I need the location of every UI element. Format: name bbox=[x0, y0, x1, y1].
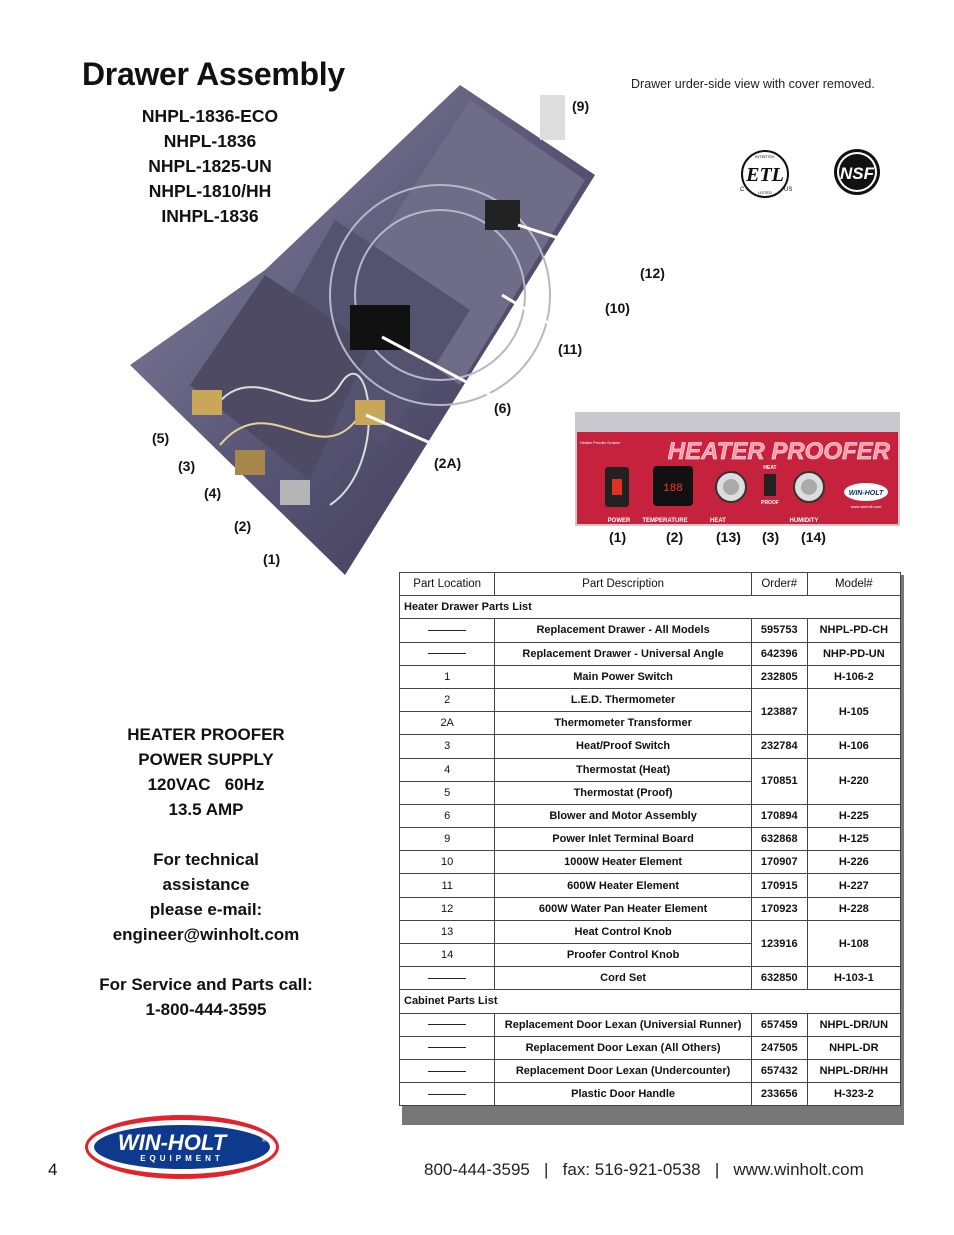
panel-callout-3: (3) bbox=[762, 529, 780, 545]
table-row: 4 Thermostat (Heat) 170851 H-220 bbox=[400, 758, 901, 781]
svg-text:LISTED: LISTED bbox=[757, 190, 773, 195]
footer-separator: | bbox=[544, 1160, 549, 1179]
page-number: 4 bbox=[48, 1160, 58, 1179]
callout-4: (4) bbox=[204, 485, 222, 501]
table-row: Cord Set 632850 H-103-1 bbox=[400, 967, 901, 990]
parts-table bbox=[399, 572, 901, 1106]
svg-text:®: ® bbox=[262, 1138, 267, 1144]
panel-callout-2: (2) bbox=[666, 529, 684, 545]
callout-1: (1) bbox=[263, 551, 281, 567]
callout-10: (10) bbox=[605, 300, 630, 316]
callout-3: (3) bbox=[178, 458, 196, 474]
control-panel-photo bbox=[575, 412, 900, 526]
svg-text:US: US bbox=[784, 187, 793, 193]
section-heater-drawer: Heater Drawer Parts List bbox=[400, 596, 901, 619]
table-row: 10 1000W Heater Element 170907 H-226 bbox=[400, 851, 901, 874]
table-row: 13 Heat Control Knob 123916 H-108 bbox=[400, 920, 901, 943]
table-row: 2 L.E.D. Thermometer 123887 H-105 bbox=[400, 688, 901, 711]
page-title: Drawer Assembly bbox=[82, 56, 345, 92]
model-list: NHPL-1836-ECO NHPL-1836 NHPL-1825-UN NHPL-1810/HH INHPL-1836 bbox=[141, 106, 279, 226]
footer-contact bbox=[424, 1160, 864, 1180]
callout-12: (12) bbox=[640, 265, 665, 281]
svg-text:HEAT: HEAT bbox=[710, 518, 726, 524]
table-row: Replacement Door Lexan (Undercounter) 657432 NHPL-DR/HH bbox=[400, 1059, 901, 1082]
footer-fax: fax: 516-921-0538 bbox=[562, 1160, 701, 1179]
panel-callout-14: (14) bbox=[801, 529, 826, 545]
callout-2a: (2A) bbox=[434, 455, 462, 471]
callout-6: (6) bbox=[494, 400, 512, 416]
photo-caption: Drawer urder-side view with cover removed. bbox=[631, 77, 875, 91]
header-order: Order# bbox=[751, 573, 807, 596]
footer-phone[interactable]: 800-444-3595 bbox=[424, 1160, 530, 1179]
callout-2: (2) bbox=[234, 518, 252, 534]
callout-5: (5) bbox=[152, 430, 170, 446]
svg-text:WIN-HOLT: WIN-HOLT bbox=[848, 490, 884, 497]
table-header-row bbox=[400, 573, 901, 596]
callout-9: (9) bbox=[572, 98, 590, 114]
footer-separator: | bbox=[714, 1160, 720, 1179]
support-email[interactable]: engineer@winholt.com bbox=[112, 925, 300, 944]
table-row: 5 Thermostat (Proof) bbox=[400, 781, 901, 804]
section-cabinet: Cabinet Parts List bbox=[400, 990, 901, 1013]
svg-text:POWER: POWER bbox=[607, 518, 631, 524]
svg-text:C: C bbox=[740, 187, 745, 193]
panel-callout-1: (1) bbox=[609, 529, 627, 545]
table-row: 6 Blower and Motor Assembly 170894 H-225 bbox=[400, 804, 901, 827]
table-row: Replacement Drawer - All Models 595753 NHPL-PD-CH bbox=[400, 619, 901, 642]
svg-text:www.winholt.com: www.winholt.com bbox=[850, 504, 882, 509]
svg-text:ETL: ETL bbox=[746, 164, 784, 186]
certification-logos bbox=[732, 148, 887, 203]
table-row: 1 Main Power Switch 232805 H-106-2 bbox=[400, 665, 901, 688]
header-location: Part Location bbox=[400, 573, 495, 596]
section-row bbox=[400, 596, 901, 619]
nsf-logo bbox=[834, 149, 880, 195]
etl-logo bbox=[740, 151, 792, 197]
table-row: Plastic Door Handle 233656 H-323-2 bbox=[400, 1083, 901, 1106]
svg-text:EQUIPMENT: EQUIPMENT bbox=[140, 1154, 224, 1163]
svg-text:TEMPERATURE: TEMPERATURE bbox=[642, 518, 688, 524]
svg-text:HUMIDITY: HUMIDITY bbox=[789, 518, 819, 524]
table-row: 2A Thermometer Transformer bbox=[400, 712, 901, 735]
winholt-logo bbox=[82, 1112, 282, 1182]
header-model: Model# bbox=[807, 573, 900, 596]
svg-text:HEATER PROOFER: HEATER PROOFER bbox=[667, 438, 890, 465]
table-row: 14 Proofer Control Knob bbox=[400, 944, 901, 967]
table-row: 3 Heat/Proof Switch 232784 H-106 bbox=[400, 735, 901, 758]
table-row: 9 Power Inlet Terminal Board 632868 H-125 bbox=[400, 828, 901, 851]
table-row: 11 600W Heater Element 170915 H-227 bbox=[400, 874, 901, 897]
table-row: Replacement Door Lexan (All Others) 247505 NHPL-DR bbox=[400, 1036, 901, 1059]
svg-text:INTERTEK: INTERTEK bbox=[755, 154, 775, 159]
power-info: HEATER PROOFER POWER SUPPLY 120VAC 60Hz 13.5 AMP For technical assistance please e-mail: engineer@winholt.com For Service and Parts call: 1-800-444-3595 bbox=[96, 722, 316, 1022]
header-description: Part Description bbox=[495, 573, 751, 596]
table-row: Replacement Drawer - Universal Angle 642396 NHP-PD-UN bbox=[400, 642, 901, 665]
svg-text:HEAT: HEAT bbox=[763, 465, 777, 471]
svg-text:NSF: NSF bbox=[840, 164, 874, 183]
svg-text:188: 188 bbox=[663, 483, 683, 495]
svg-text:PROOF: PROOF bbox=[761, 500, 779, 506]
table-row: Replacement Door Lexan (Universial Runner) 657459 NHPL-DR/UN bbox=[400, 1013, 901, 1036]
table-row: 12 600W Water Pan Heater Element 170923 H-228 bbox=[400, 897, 901, 920]
callout-11: (11) bbox=[558, 341, 583, 357]
svg-text:WIN-HOLT: WIN-HOLT bbox=[117, 1130, 227, 1155]
panel-callout-13: (13) bbox=[716, 529, 741, 545]
svg-text:Heater Proofer Drawer: Heater Proofer Drawer bbox=[580, 440, 621, 445]
service-phone[interactable]: 1-800-444-3595 bbox=[145, 1000, 267, 1019]
footer-website-link[interactable]: www.winholt.com bbox=[733, 1160, 864, 1179]
section-row bbox=[400, 990, 901, 1013]
